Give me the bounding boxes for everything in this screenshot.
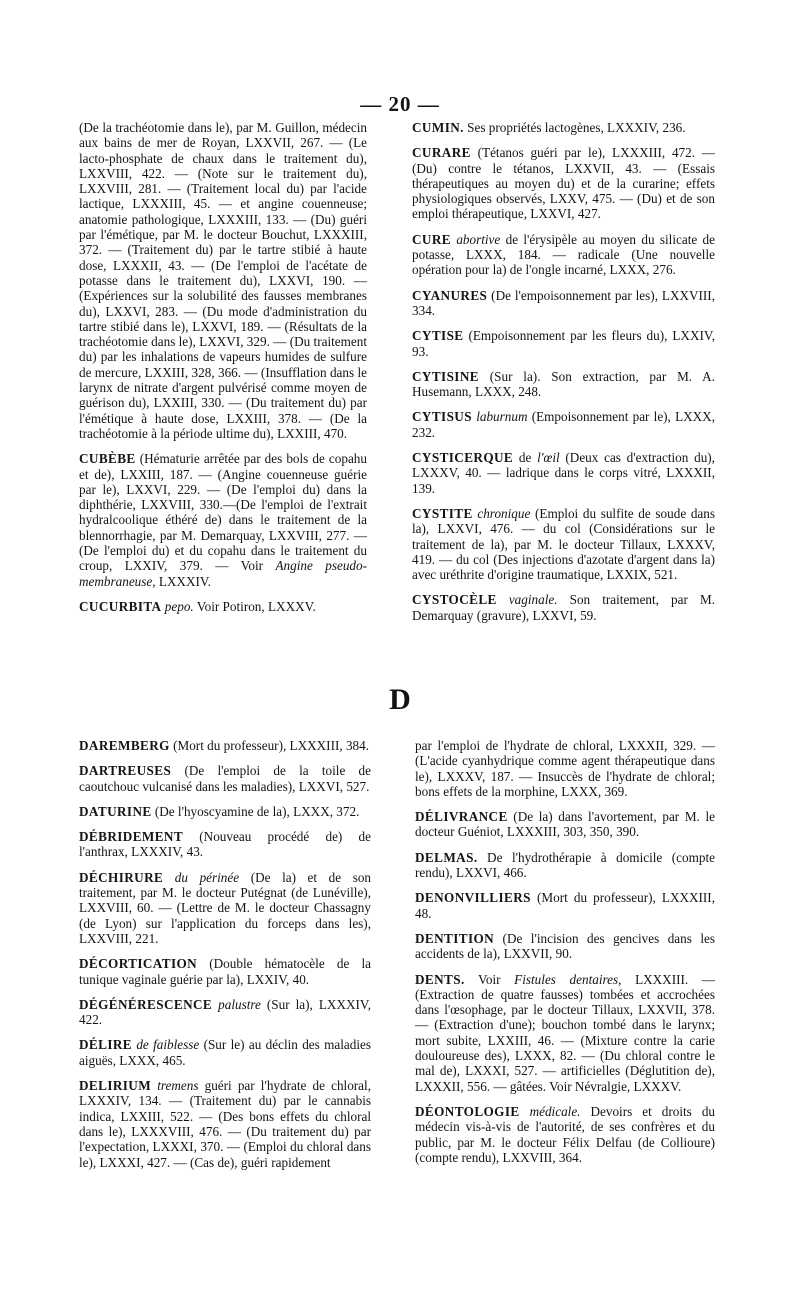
entry-headword: DELMAS.: [415, 849, 478, 865]
entry-italic: vaginale.: [508, 592, 558, 608]
entry-italic: laburnum: [476, 409, 528, 425]
entry-text: (De la trachéotomie dans le), par M. Guillon, médecin aux bains de mer de Royan, LXXVII, 267. — (Le lacto-phosphate de chaux dans le traitement du), LXXVIII, 422. — (Note sur le traitement du), LXXVIII, 281. — (Traitement local du) par l'acide lactique, LXXXIII, 45. — et angine couenneuse; anatomie pathologique, LXXXIII, 133. — (Du) guéri par l'émétique, par M. le docteur Bouchut, LXXXIII, 372. — (Traitement du) par le tartre stibié à haute dose, LXXXII, 43. — (De l'emploi de l'acétate de potasse dans le traitement du), LXXVI, 190. — (Expériences sur la solubilité des fausses membranes du), LXXVI, 283. — (Du mode d'administration du tartre stibié dans le), LXXVI, 189. — (Résultats de la trachéotomie dans le), LXXVI, 329. — (Du traitement du) par les inhalations de vapeurs humides de sulfure de mercure, LXXIII, 328, 366. — (Insufflation dans le larynx de nitrate d'argent pulvérisé comme moyen de guérison du), LXXIII, 330. — (Du traitement du) par l'émétique à haute dose, LXXIII, 378. — (De la trachéotomie à la période ultime du), LXXIII, 470.: [79, 120, 367, 441]
entry-text: de: [513, 450, 538, 466]
entry-headword: CYSTICERQUE: [412, 450, 514, 466]
index-entry: [415, 850, 715, 881]
index-entry: [79, 870, 371, 946]
entry-headword: CYTISUS: [412, 409, 472, 425]
index-entry: [79, 1037, 371, 1068]
entry-text: (Hématurie arrêtée par des bols de copahu et de), LXXIII, 187. — (Angine couenneuse guérie par le), LXXVI, 229. — (De l'emploi du) dans la diphthérie, LXXVIII, 330.—(De l'emploi de l'extrait hydralcoolique éthéré de) dans le traitement de la blennorrhagie, par M. Demarquay, LXXVIII, 277. — (De l'emploi du) et du copahu dans le traitement du croup, LXXIV, 379. — Voir: [79, 451, 367, 574]
entry-tail: , LXXXIII. — (Extraction de quatre fausses) tombées et accrochées dans l'œsophage, par le docteur Tillaux, LXXVII, 378. — (Extraction d'une); bouchon tombé dans le larynx; mort subite, LXXIII, 46. — (Mixture contre la carie douloureuse des), LXXX, 82. — (Du chloral contre le mal de), LXXXI, 527. — artificielles (Déglutition de), LXXXII, 556. — gâtées. Voir Névralgie, LXXXV.: [415, 971, 715, 1094]
entry-headword: DÉLIVRANCE: [415, 809, 508, 825]
entry-text: (De l'incision des gencives dans les accidents de la), LXXVII, 90.: [415, 930, 715, 962]
entry-italic: pepo.: [164, 598, 194, 614]
entry-italic: du périnée: [174, 869, 240, 885]
index-entry: [415, 890, 715, 921]
entry-text: (De l'emploi de la toile de caoutchouc vulcanisé dans les maladies), LXXVI, 527.: [79, 763, 371, 794]
entry-text: De l'hydrothérapie à domicile (compte rendu), LXXVI, 466.: [415, 849, 715, 881]
entry-text: (Sur la). Son extraction, par M. A. Husemann, LXXX, 248.: [412, 368, 715, 400]
entry-headword: CUMIN.: [412, 120, 464, 135]
index-entry: [412, 288, 715, 319]
entry-tail: (Sur le) au déclin des maladies aiguës, LXXX, 465.: [79, 1037, 371, 1068]
entry-text: [497, 592, 509, 607]
entry-tail: de l'érysipèle au moyen du silicate de potasse, LXXX, 184. — radicale (Une nouvelle opération pour la) de l'ongle incarné, LXXX, 276.: [412, 231, 715, 278]
entry-headword: DÉONTOLOGIE: [415, 1103, 520, 1119]
entry-headword: DELIRIUM: [79, 1078, 152, 1094]
index-entry: [412, 232, 715, 278]
index-entry: [415, 738, 715, 799]
index-entry: [79, 1078, 371, 1170]
index-entry: [412, 328, 715, 359]
entry-headword: DÉGÉNÉRESCENCE: [79, 996, 213, 1012]
section-letter: D: [389, 683, 411, 716]
index-entry: [79, 804, 371, 819]
entry-headword: DAREMBERG: [79, 738, 170, 753]
entry-tail: Voir Potiron, LXXXV.: [193, 598, 316, 614]
entry-headword: CYSTOCÈLE: [412, 592, 497, 608]
entry-tail: (Emploi du sulfite de soude dans la), LXXVI, 476. — du col (Considérations sur le traitement de la), par M. le docteur Tillaux, LXXXV, 419. — du col (Des injections d'azotate d'argent dans la) avec uréthrite d'origine traumatique, LXXIX, 521.: [412, 505, 715, 583]
entry-italic: l'œil: [537, 450, 560, 466]
index-entry: [415, 972, 715, 1094]
entry-text: (Empoisonnement par les fleurs du), LXXIV, 93.: [412, 328, 715, 359]
entry-italic: Fistules dentaires: [514, 971, 619, 987]
entry-headword: DENTITION: [415, 930, 495, 946]
entry-text: (Double hématocèle de la tunique vaginale guérie par la), LXXIV, 40.: [79, 956, 371, 987]
entry-headword: DÉCHIRURE: [79, 869, 164, 885]
entry-headword: DÉLIRE: [79, 1037, 132, 1053]
index-entry: [412, 592, 715, 623]
entry-tail: Devoirs et droits du médecin vis-à-vis de l'autorité, de ses confrères et du public, par M. le docteur Félix Delfau (de Collioure) (compte rendu), LXXVIII, 364.: [415, 1103, 716, 1165]
entry-headword: DENONVILLIERS: [415, 890, 531, 906]
index-entry: [412, 369, 715, 400]
entry-italic: abortive: [456, 231, 501, 247]
entry-text: (De la) dans l'avortement, par M. le docteur Guéniot, LXXXIII, 303, 350, 390.: [415, 809, 715, 840]
index-entry: [412, 145, 715, 221]
index-entry: [79, 599, 367, 614]
index-entry: [79, 956, 371, 987]
entry-headword: DENTS.: [415, 971, 465, 987]
entry-italic: de faiblesse: [136, 1037, 200, 1053]
entry-headword: CYANURES: [412, 287, 488, 303]
entry-text: Ses propriétés lactogènes, LXXXIV, 236.: [463, 120, 686, 135]
index-entry: [415, 931, 715, 962]
entry-headword: CYTISE: [412, 328, 464, 344]
entry-text: (Mort du professeur), LXXXIII, 48.: [415, 890, 715, 921]
entry-headword: DÉCORTICATION: [79, 956, 198, 972]
entry-text: [520, 1104, 530, 1119]
index-column-top-right: [412, 120, 715, 633]
entry-text: (Mort du professeur), LXXXIII, 384.: [169, 738, 370, 753]
entry-tail: guéri par l'hydrate de chloral, LXXXIV, 134. — (Traitement du) par le cannabis indica, LXXIII, 522. — (Des bons effets du chloral dans le), LXXXVIII, 476. — (Du traitement du) par l'expectation, LXXXI, 370. — (Emploi du chloral dans le), LXXXI, 427. — (Cas de), guéri rapidement: [79, 1078, 371, 1170]
index-entry: [79, 451, 367, 589]
entry-italic: palustre: [218, 996, 261, 1012]
index-column-bottom-left: [79, 738, 371, 1180]
entry-headword: DARTREUSES: [79, 763, 172, 779]
entry-headword: CURARE: [412, 145, 471, 161]
entry-italic: tremens: [157, 1078, 199, 1094]
entry-headword: CURE: [412, 231, 451, 247]
index-entry: [79, 738, 371, 753]
index-column-bottom-right: [415, 738, 715, 1175]
entry-tail: (Sur la), LXXXIV, 422.: [79, 996, 372, 1028]
index-entry: [415, 1104, 715, 1165]
entry-text: (De l'hyoscyamine de la), LXXX, 372.: [151, 803, 360, 819]
entry-headword: DATURINE: [79, 803, 152, 819]
entry-text: par l'emploi de l'hydrate de chloral, LXXXII, 329. — (L'acide cyanhydrique comme agent thérapeutique dans le), LXXXV, 187. — Insuccès de l'hydrate de chloral; bons effets de la morphine, LXXX, 369.: [415, 738, 715, 799]
entry-tail: (Deux cas d'extraction du), LXXXV, 40. — ladrique dans le corps vitré, LXXXII, 139.: [412, 450, 715, 496]
index-entry: [415, 809, 715, 840]
index-column-top-left: [79, 120, 367, 624]
entry-text: (De l'empoisonnement par les), LXXVIII, 334.: [412, 287, 715, 318]
entry-headword: DÉBRIDEMENT: [79, 829, 184, 845]
index-entry: [412, 450, 715, 496]
entry-headword: CYTISINE: [412, 368, 479, 384]
index-entry: [79, 120, 367, 441]
entry-tail: (Empoisonnement par le), LXXX, 232.: [412, 409, 715, 440]
index-entry: [412, 506, 715, 582]
entry-italic: chronique: [477, 505, 531, 521]
index-entry: [412, 120, 715, 135]
index-entry: [79, 997, 371, 1028]
entry-tail: (De la) et de son traitement, par M. le docteur Putégnat (de Lunéville), LXXVIII, 60. — (Lettre de M. le docteur Chassagny (de Lyon) sur l'application du forceps dans les), LXXVIII, 221.: [79, 869, 372, 946]
entry-italic: Angine pseudo-membraneuse: [79, 558, 367, 589]
entry-text: (Tétanos guéri par le), LXXXIII, 472. — (Du) contre le tétanos, LXXVII, 43. — (Essais thérapeutiques au moyen du) et de la curarine; effets physiologiques observés, LXXV, 475. — (Du) et de son emploi thérapeutique, LXXVI, 427.: [412, 145, 715, 222]
entry-italic: médicale.: [529, 1103, 581, 1119]
page-number: — 20 —: [360, 92, 440, 116]
index-entry: [79, 763, 371, 794]
entry-text: (Nouveau procédé de) de l'anthrax, LXXXIV, 43.: [79, 829, 371, 860]
entry-tail: , LXXXIV.: [152, 573, 211, 589]
entry-tail: Son traitement, par M. Demarquay (gravure), LXXVI, 59.: [412, 592, 716, 623]
entry-text: [163, 870, 175, 885]
entry-text: Voir: [464, 971, 515, 987]
entry-headword: CUBÈBE: [79, 451, 136, 467]
index-entry: [412, 409, 715, 440]
entry-headword: CUCURBITA: [79, 598, 162, 614]
entry-headword: CYSTITE: [412, 505, 473, 521]
index-entry: [79, 829, 371, 860]
